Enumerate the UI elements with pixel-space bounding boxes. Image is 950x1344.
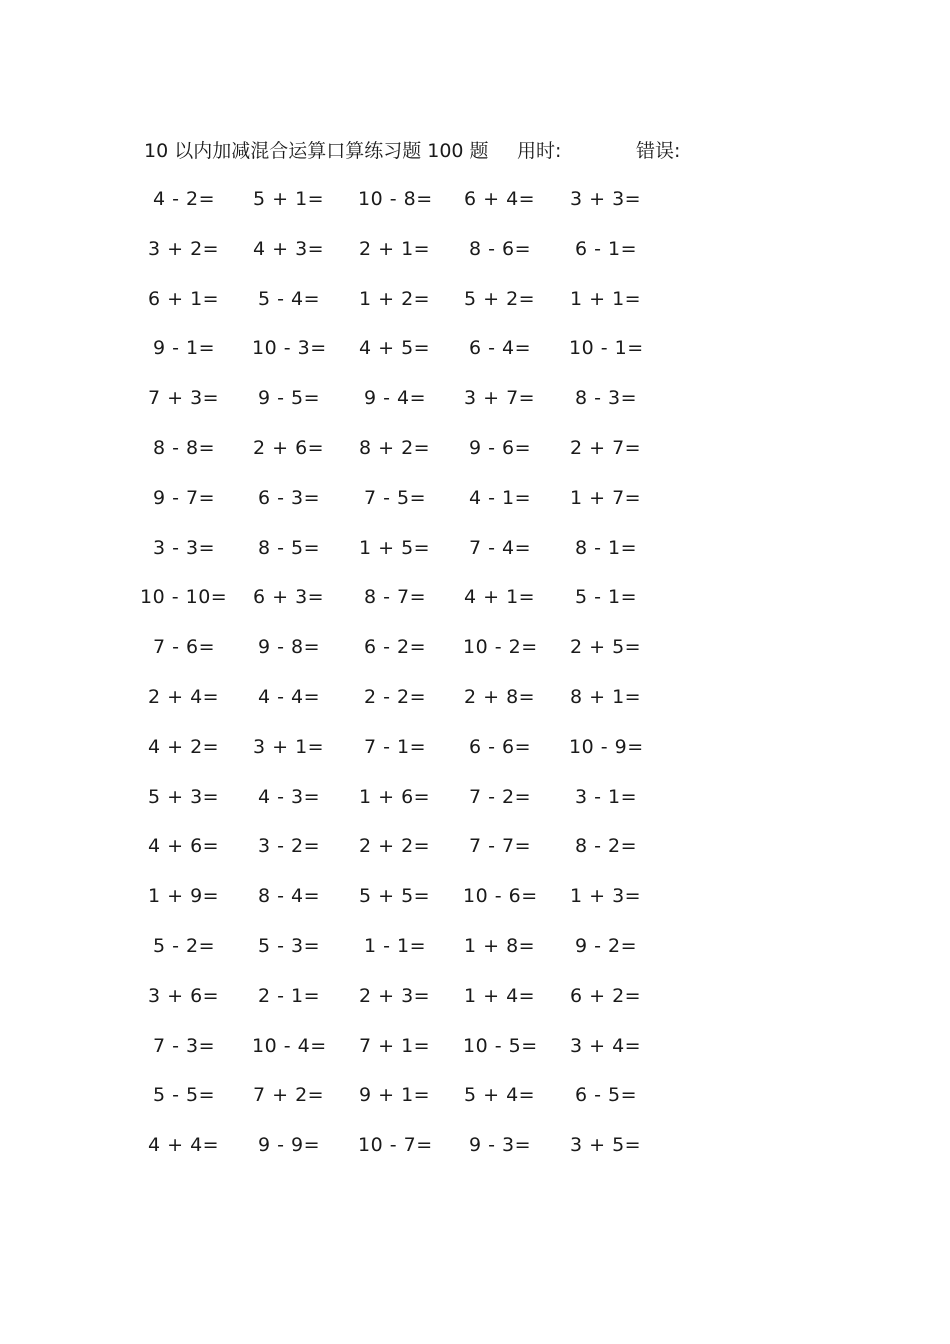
math-problem: 9 - 5=: [258, 387, 321, 410]
problem-row: [0, 683, 950, 733]
math-problem: 3 + 4=: [570, 1034, 642, 1057]
math-problem: 10 - 7=: [358, 1134, 433, 1157]
worksheet-header: [144, 137, 681, 165]
math-problem: 5 - 1=: [575, 586, 638, 609]
math-problem: 3 - 2=: [258, 835, 321, 858]
worksheet-title: 10 以内加减混合运算口算练习题 100 题: [144, 140, 489, 162]
math-problem: 9 - 4=: [364, 387, 427, 410]
math-problem: 4 + 2=: [148, 735, 220, 758]
problem-row: [0, 1131, 950, 1181]
math-problem: 5 + 1=: [253, 188, 325, 210]
math-problem: 8 - 2=: [575, 835, 638, 858]
math-problem: 5 + 5=: [359, 885, 431, 908]
math-problem: 9 - 2=: [575, 934, 638, 957]
math-problem: 8 + 1=: [570, 685, 642, 708]
problem-row: [0, 882, 950, 932]
math-problem: 3 - 3=: [153, 536, 216, 559]
math-problem: 7 - 4=: [469, 536, 532, 559]
math-problem: 1 + 8=: [464, 934, 536, 957]
math-problem: 9 - 6=: [469, 436, 532, 459]
math-problem: 1 + 7=: [570, 486, 642, 509]
math-problem: 8 - 6=: [469, 237, 532, 260]
math-problem: 6 + 2=: [570, 984, 642, 1007]
math-problem: 8 + 2=: [359, 436, 431, 459]
math-problem: 10 - 2=: [463, 636, 538, 659]
math-problem: 2 + 7=: [570, 436, 642, 459]
math-problem: 2 + 8=: [464, 685, 536, 708]
math-problem: 4 + 3=: [253, 237, 325, 260]
math-problem: 7 - 1=: [364, 735, 427, 758]
math-problem: 2 + 1=: [359, 237, 431, 260]
math-problem: 5 - 5=: [153, 1084, 216, 1107]
math-problem: 8 - 7=: [364, 586, 427, 609]
math-problem: 9 - 8=: [258, 636, 321, 659]
problem-row: [0, 334, 950, 384]
math-problem: 3 - 1=: [575, 785, 638, 808]
math-problem: 7 - 3=: [153, 1034, 216, 1057]
math-problem: 4 + 5=: [359, 337, 431, 360]
math-problem: 10 - 3=: [252, 337, 327, 360]
math-problem: 7 + 1=: [359, 1034, 431, 1057]
problem-row: [0, 783, 950, 833]
problem-row: [0, 583, 950, 633]
math-problem: 2 - 1=: [258, 984, 321, 1007]
math-problem: 2 + 6=: [253, 436, 325, 459]
math-problem: 10 - 1=: [569, 337, 644, 360]
problem-row: [0, 932, 950, 982]
math-problem: 3 + 7=: [464, 387, 536, 410]
math-problem: 2 + 2=: [359, 835, 431, 858]
math-problem: 6 - 3=: [258, 486, 321, 509]
math-problem: 2 + 5=: [570, 636, 642, 659]
problem-row: [0, 185, 950, 235]
math-problem: 4 + 4=: [148, 1134, 220, 1157]
problem-row: [0, 235, 950, 285]
math-problem: 5 - 3=: [258, 934, 321, 957]
math-problem: 8 - 4=: [258, 885, 321, 908]
problem-row: [0, 534, 950, 584]
math-problem: 3 + 1=: [253, 735, 325, 758]
problem-row: [0, 733, 950, 783]
math-problem: 9 + 1=: [359, 1084, 431, 1107]
problem-row: [0, 1032, 950, 1082]
math-problem: 1 + 6=: [359, 785, 431, 808]
math-problem: 10 - 8=: [358, 188, 433, 210]
math-problem: 3 + 6=: [148, 984, 220, 1007]
problem-row: [0, 1081, 950, 1131]
math-problem: 1 + 5=: [359, 536, 431, 559]
math-problem: 3 + 2=: [148, 237, 220, 260]
math-problem: 10 - 5=: [463, 1034, 538, 1057]
math-problem: 6 + 4=: [464, 188, 536, 210]
math-problem: 8 - 5=: [258, 536, 321, 559]
math-problem: 9 - 3=: [469, 1134, 532, 1157]
math-problem: 2 + 3=: [359, 984, 431, 1007]
math-problem: 4 - 4=: [258, 685, 321, 708]
math-problem: 6 - 4=: [469, 337, 532, 360]
time-used-label: 用时:: [517, 140, 562, 162]
errors-label: 错误:: [636, 140, 681, 162]
math-problem: 6 + 3=: [253, 586, 325, 609]
math-problem: 6 - 2=: [364, 636, 427, 659]
math-problem: 5 - 4=: [258, 287, 321, 310]
math-problem: 1 + 3=: [570, 885, 642, 908]
math-problem: 7 - 6=: [153, 636, 216, 659]
math-problem: 4 + 1=: [464, 586, 536, 609]
math-problem: 9 - 9=: [258, 1134, 321, 1157]
math-problem: 7 + 2=: [253, 1084, 325, 1107]
problem-row: [0, 832, 950, 882]
math-problem: 4 + 6=: [148, 835, 220, 858]
math-problem: 6 - 6=: [469, 735, 532, 758]
math-problem: 4 - 1=: [469, 486, 532, 509]
math-problem: 10 - 4=: [252, 1034, 327, 1057]
math-problem: 9 - 1=: [153, 337, 216, 360]
math-problem: 7 - 7=: [469, 835, 532, 858]
math-problem: 3 + 5=: [570, 1134, 642, 1157]
math-problem: 5 - 2=: [153, 934, 216, 957]
math-problem: 6 + 1=: [148, 287, 220, 310]
math-problem: 7 + 3=: [148, 387, 220, 410]
math-problem: 1 + 4=: [464, 984, 536, 1007]
math-problem: 7 - 5=: [364, 486, 427, 509]
math-problem: 10 - 6=: [463, 885, 538, 908]
math-problem: 8 - 1=: [575, 536, 638, 559]
math-problem: 4 - 3=: [258, 785, 321, 808]
math-problem: 8 - 3=: [575, 387, 638, 410]
math-problem: 6 - 5=: [575, 1084, 638, 1107]
math-problem: 1 + 1=: [570, 287, 642, 310]
math-problem: 5 + 2=: [464, 287, 536, 310]
math-problem: 4 - 2=: [153, 188, 216, 210]
problem-row: [0, 484, 950, 534]
math-problem: 8 - 8=: [153, 436, 216, 459]
problem-row: [0, 384, 950, 434]
math-problem: 5 + 4=: [464, 1084, 536, 1107]
math-problem: 5 + 3=: [148, 785, 220, 808]
math-problem: 2 + 4=: [148, 685, 220, 708]
math-problem: 9 - 7=: [153, 486, 216, 509]
problem-row: [0, 434, 950, 484]
problem-grid: [0, 185, 950, 1181]
problem-row: [0, 633, 950, 683]
math-problem: 3 + 3=: [570, 188, 642, 210]
math-problem: 1 + 9=: [148, 885, 220, 908]
math-problem: 10 - 10=: [140, 586, 228, 609]
problem-row: [0, 285, 950, 335]
math-problem: 6 - 1=: [575, 237, 638, 260]
math-problem: 2 - 2=: [364, 685, 427, 708]
problem-row: [0, 982, 950, 1032]
math-problem: 10 - 9=: [569, 735, 644, 758]
math-problem: 1 + 2=: [359, 287, 431, 310]
math-problem: 1 - 1=: [364, 934, 427, 957]
math-problem: 7 - 2=: [469, 785, 532, 808]
